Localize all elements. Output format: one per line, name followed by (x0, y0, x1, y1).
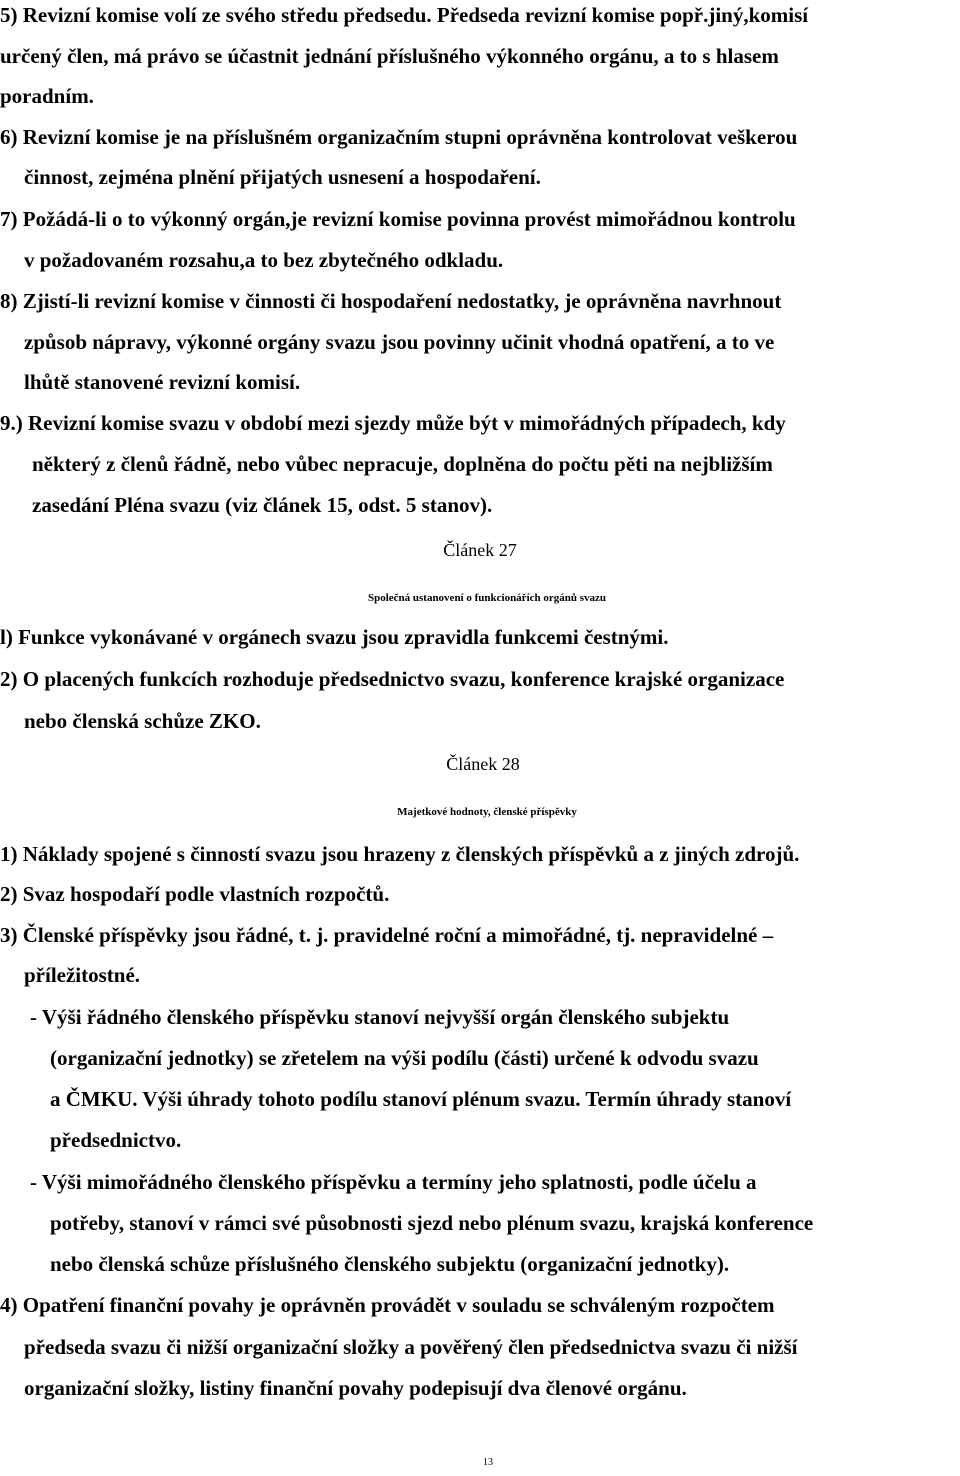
text-line: - Výši řádného členského příspěvku stanoví nejvyšší orgán členského subjektu (30, 1005, 730, 1029)
text-line: určený člen, má právo se účastnit jednání příslušného výkonného orgánu, a to s hlasem (0, 44, 779, 68)
article-heading: Článek 28 (446, 754, 520, 774)
text-line: l) Funkce vykonávané v orgánech svazu jsou zpravidla funkcemi čestnými. (0, 625, 669, 649)
text-line: zasedání Pléna svazu (viz článek 15, odst. 5 stanov). (32, 493, 493, 517)
page-number: 13 (483, 1457, 493, 1468)
text-line: nebo členská schůze příslušného členského subjektu (organizační jednotky). (50, 1252, 730, 1276)
article-heading: Článek 27 (443, 540, 517, 560)
text-line: poradním. (0, 84, 94, 108)
text-line: 9.) Revizní komise svazu v období mezi sjezdy může být v mimořádných případech, kdy (0, 411, 786, 435)
text-line: činnost, zejména plnění přijatých usnesení a hospodaření. (24, 165, 541, 189)
text-line: organizační složky, listiny finanční povahy podepisují dva členové orgánu. (24, 1376, 687, 1400)
text-line: 1) Náklady spojené s činností svazu jsou hrazeny z členských příspěvků a z jiných zdrojů. (0, 842, 800, 866)
article-subheading: Společná ustanovení o funkcionářích orgánů svazu (367, 592, 607, 604)
text-line: předseda svazu či nižší organizační složky a pověřený člen předsednictva svazu či nižší (24, 1335, 798, 1359)
text-line: v požadovaném rozsahu,a to bez zbytečného odkladu. (24, 248, 504, 272)
text-line: 4) Opatření finanční povahy je oprávněn provádět v souladu se schváleným rozpočtem (0, 1293, 775, 1317)
text-line: 6) Revizní komise je na příslušném organizačním stupni oprávněna kontrolovat veškerou (0, 125, 798, 149)
text-line: předsednictvo. (50, 1128, 182, 1152)
text-line: potřeby, stanoví v rámci své působnosti sjezd nebo plénum svazu, krajská konference (50, 1211, 814, 1235)
text-line: 8) Zjistí-li revizní komise v činnosti či hospodaření nedostatky, je oprávněna navrhnout (0, 289, 782, 313)
article-subheading: Majetkové hodnoty, členské příspěvky (397, 806, 577, 818)
text-line: způsob nápravy, výkonné orgány svazu jsou povinny učinit vhodná opatření, a to ve (24, 330, 775, 354)
text-line: (organizační jednotky) se zřetelem na výši podílu (části) určené k odvodu svazu (50, 1046, 759, 1070)
text-line: 7) Požádá-li o to výkonný orgán,je revizní komise povinna provést mimořádnou kontrolu (0, 207, 796, 231)
text-line: některý z členů řádně, nebo vůbec nepracuje, doplněna do počtu pěti na nejbližším (32, 452, 773, 476)
text-line: 2) O placených funkcích rozhoduje předsednictvo svazu, konference krajské organizace (0, 667, 785, 691)
text-line: a ČMKU. Výši úhrady tohoto podílu stanoví plénum svazu. Termín úhrady stanoví (50, 1087, 792, 1111)
text-line: 5) Revizní komise volí ze svého středu předsedu. Předseda revizní komise popř.jiný,komisí (0, 3, 809, 27)
text-line: příležitostné. (24, 963, 141, 987)
text-line: 3) Členské příspěvky jsou řádné, t. j. pravidelné roční a mimořádné, tj. nepravidelné – (0, 923, 774, 947)
text-line: - Výši mimořádného členského příspěvku a termíny jeho splatnosti, podle účelu a (30, 1170, 757, 1194)
text-line: lhůtě stanovené revizní komisí. (24, 370, 301, 394)
text-line: 2) Svaz hospodaří podle vlastních rozpočtů. (0, 882, 390, 906)
text-line: nebo členská schůze ZKO. (24, 709, 261, 733)
